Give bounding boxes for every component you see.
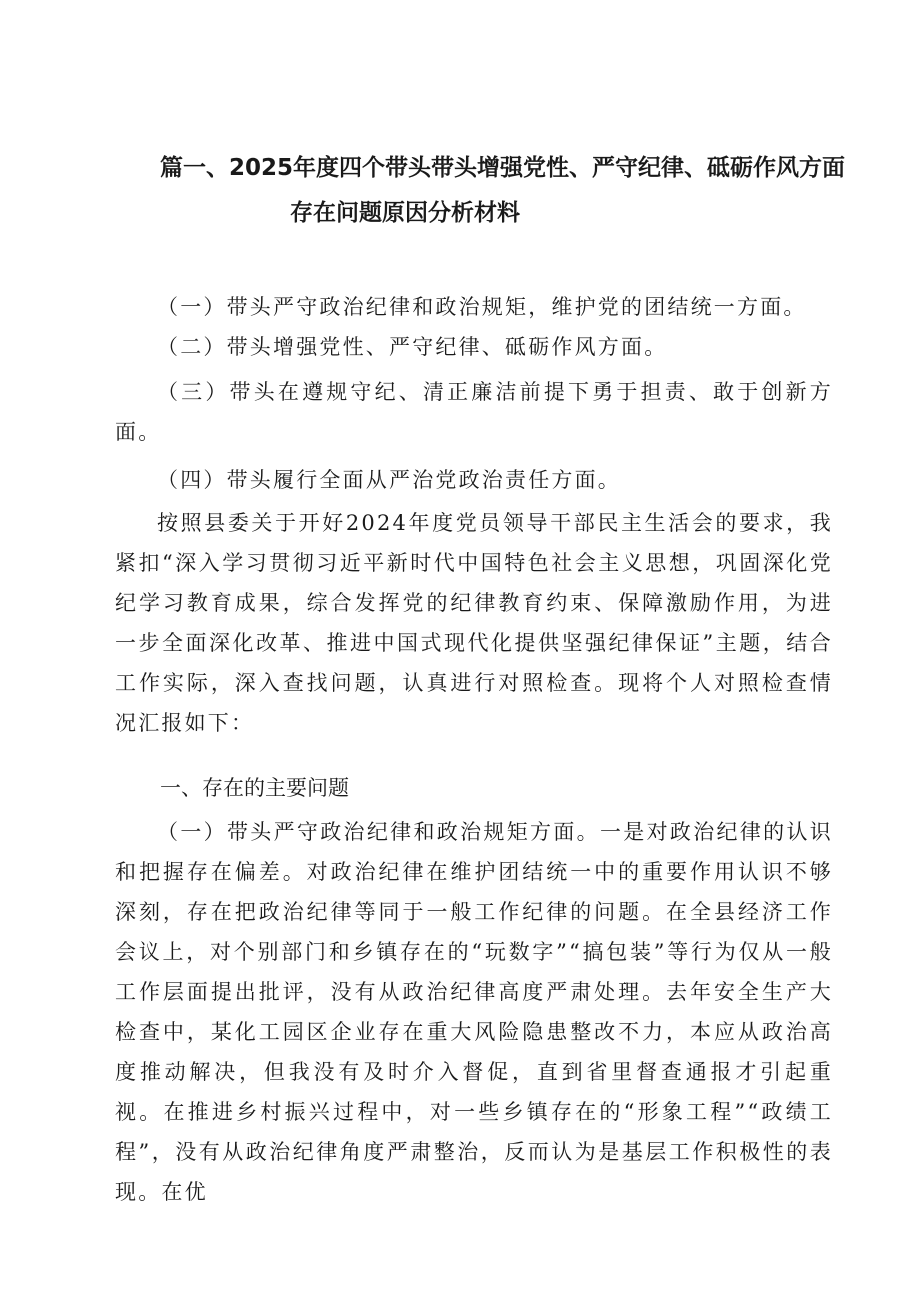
- outline-item-2: （二）带头增强党性、严守纪律、砥砺作风方面。: [157, 335, 668, 359]
- section-paragraph: （一）带头严守政治纪律和政治规矩方面。一是对政治纪律的认识和把握存在偏差。对政治纪律在维护团结统一中的重要作用认识不够深刻，存在把政治纪律等同于一般工作纪律的问题。在全县经济工作会议上，对个别部门和乡镇存在的“玩数字”“搞包装”等行为仅从一般工作层面提出批评，没有从政治纪律高度严肃处理。去年安全生产大检查中，某化工园区企业存在重大风险隐患整改不力，本应从政治高度推动解决，但我没有及时介入督促，直到省里督查通报才引起重视。在推进乡村振兴过程中，对一些乡镇存在的“形象工程”“政绩工程”，没有从政治纪律角度严肃整治，反而认为是基层工作积极性的表现。在优: [115, 820, 833, 1204]
- outline-item-1: （一）带头严守政治纪律和政治规矩，维护党的团结统一方面。: [157, 295, 807, 319]
- outline-item-3: （三）带头在遵规守纪、清正廉洁前提下勇于担责、敢于创新方面。: [115, 380, 833, 444]
- intro-paragraph: 按照县委关于开好2024年度党员领导干部民主生活会的要求，我紧扣“深入学习贯彻习近平新时代中国特色社会主义思想，巩固深化党纪学习教育成果，综合发挥党的纪律教育约束、保障激励作用，为进一步全面深化改革、推进中国式现代化提供坚强纪律保证”主题，结合工作实际，深入查找问题，认真进行对照检查。现将个人对照检查情况汇报如下：: [115, 511, 833, 735]
- document-title-line2: 存在问题原因分析材料: [290, 200, 520, 226]
- outline-item-4: （四）带头履行全面从严治党政治责任方面。: [157, 468, 621, 492]
- document-title-line1: 篇一、2025年度四个带头带头增强党性、严守纪律、砥砺作风方面: [160, 155, 846, 181]
- section-heading: 一、存在的主要问题: [160, 776, 349, 800]
